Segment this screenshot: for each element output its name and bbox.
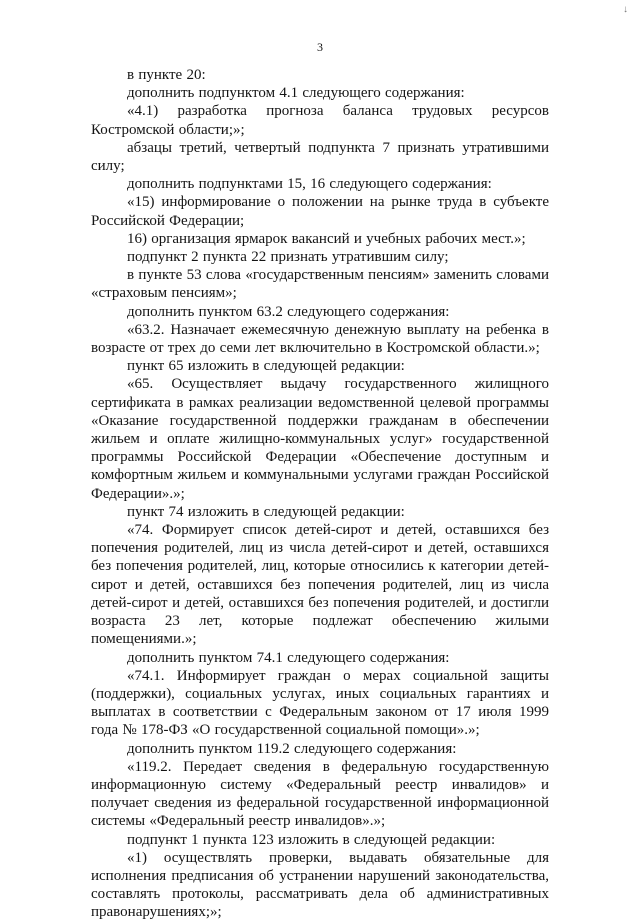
paragraph-11: «63.2. Назначает ежемесячную денежную выплату на ребенка в возрасте от трех до семи лет включительно в Костромской области.»; [91, 321, 549, 357]
paragraph-9: в пункте 53 слова «государственным пенсиям» заменить словами «страховым пенсиям»; [91, 267, 549, 302]
page-number: 3 [317, 40, 323, 54]
paragraph-14: пункт 74 изложить в следующей редакции: [127, 503, 405, 520]
paragraph-3: «4.1) разработка прогноза баланса трудовых ресурсов Костромской области;»; [91, 103, 549, 138]
paragraph-15: «74. Формирует список детей-сирот и детей, оставшихся без попечения родителей, лиц из числа детей-сирот и детей, оставшихся без попечения родителей, лиц, которые относились к категории детей-сирот и детей, оставшихся без попечения родителей, лиц из числа детей-сирот и детей, оставшихся без попечения родителей, и достигли возраста 23 лет, которые подлежат обеспечению жилыми помещениями.»; [91, 522, 549, 648]
paragraph-8: подпункт 2 пункта 22 признать утратившим силу; [127, 249, 449, 266]
paragraph-7: 16) организация ярмарок вакансий и учебных рабочих мест.»; [127, 230, 526, 247]
corner-mark: ↓ [623, 4, 628, 15]
paragraph-1: в пункте 20: [127, 67, 206, 83]
paragraph-18: дополнить пунктом 119.2 следующего содержания: [127, 740, 457, 757]
paragraph-13: «65. Осуществляет выдачу государственного жилищного сертификата в рамках реализации ведомственной целевой программы «Оказание государственной поддержки гражданам в обеспечении жильем и оплате жилищно-коммунальных услуг» государственной программы Российской Федерации «Обеспечение доступным и комфортным жильем и коммунальными услугами граждан Российской Федерации».»; [91, 376, 549, 502]
paragraph-12: пункт 65 изложить в следующей редакции: [127, 358, 405, 375]
paragraph-5: дополнить подпунктами 15, 16 следующего содержания: [127, 176, 492, 193]
paragraph-4: абзацы третий, четвертый подпункта 7 признать утратившими силу; [91, 139, 549, 175]
document-body [91, 66, 549, 922]
paragraph-2: дополнить подпунктом 4.1 следующего содержания: [127, 85, 465, 102]
paragraph-19: «119.2. Передает сведения в федеральную государственную информационную систему «Федеральный реестр инвалидов» и получает сведения из федеральной государственной информационной системы «Федеральный реестр инвалидов».»; [91, 758, 549, 830]
paragraph-21: «1) осуществлять проверки, выдавать обязательные для исполнения предписания об устранении нарушений законодательства, составлять протоколы, рассматривать дела об административных правонарушениях;»; [91, 849, 549, 921]
paragraph-16: дополнить пунктом 74.1 следующего содержания: [127, 649, 450, 666]
paragraph-6: «15) информирование о положении на рынке труда в субъекте Российской Федерации; [91, 194, 549, 229]
paragraph-20: подпункт 1 пункта 123 изложить в следующей редакции: [127, 831, 496, 848]
paragraph-17: «74.1. Информирует граждан о мерах социальной защиты (поддержки), социальных услугах, иных социальных гарантиях и выплатах в соответствии с Федеральным законом от 17 июля 1999 года № 178-ФЗ «О государственной социальной помощи».»; [91, 667, 549, 739]
paragraph-10: дополнить пунктом 63.2 следующего содержания: [127, 303, 450, 320]
